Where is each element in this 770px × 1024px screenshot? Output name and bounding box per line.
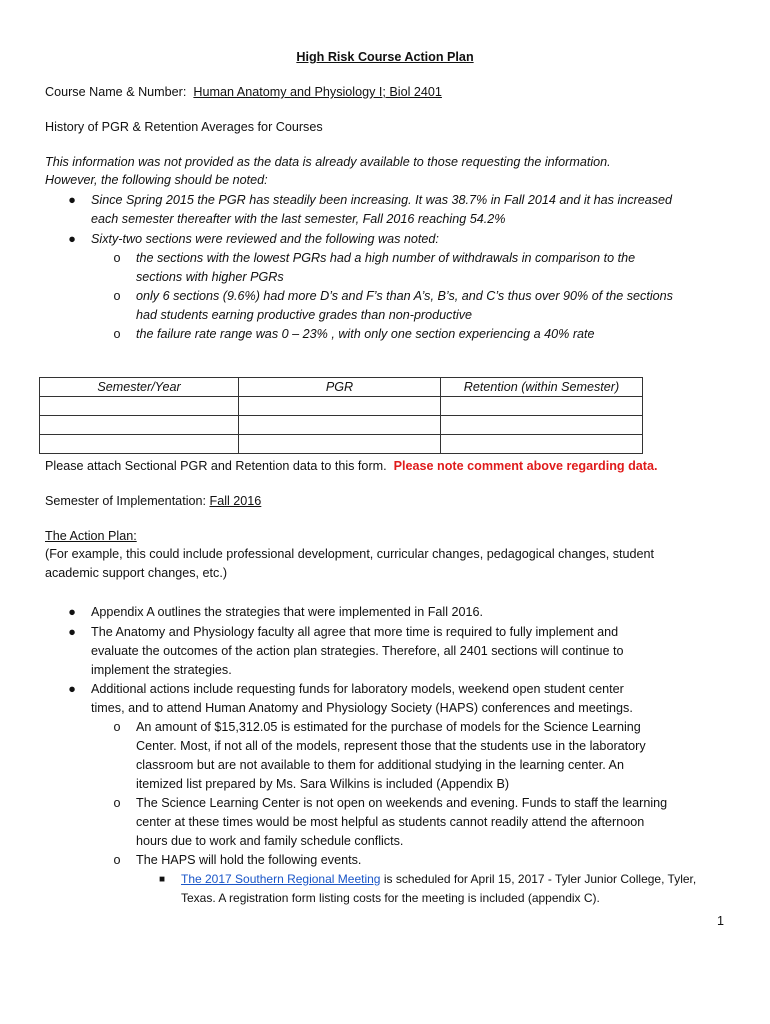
circle-bullet-icon: o bbox=[113, 289, 121, 303]
note-sub-2-line-1: only 6 sections (9.6%) had more D’s and F’s than A’s, B’s, and C’s thus over 90% of the sections bbox=[136, 289, 673, 303]
action-sub-3-line-1: The HAPS will hold the following events. bbox=[136, 853, 362, 867]
action-plan-example-line-1: (For example, this could include professional development, curricular changes, pedagogical changes, student bbox=[45, 547, 655, 561]
action-bullet-3-line-2: times, and to attend Human Anatomy and Physiology Society (HAPS) conferences and meetings. bbox=[91, 701, 633, 715]
note-sub-1-line-1: the sections with the lowest PGRs had a high number of withdrawals in comparison to the bbox=[136, 251, 636, 265]
attach-highlight: Please note comment above regarding data. bbox=[393, 459, 658, 473]
table-header-row bbox=[40, 378, 643, 397]
circle-bullet-icon: o bbox=[113, 251, 121, 265]
bullet-icon: ● bbox=[68, 625, 76, 639]
course-label: Course Name & Number: bbox=[45, 85, 187, 99]
table-row bbox=[40, 397, 643, 416]
action-bullet-2-line-2: evaluate the outcomes of the action plan strategies. Therefore, all 2401 sections will continue to bbox=[91, 644, 624, 658]
implementation-label: Semester of Implementation: bbox=[45, 494, 206, 508]
action-bullet-2-line-1: The Anatomy and Physiology faculty all agree that more time is required to fully implement and bbox=[91, 625, 619, 639]
note-line-1: This information was not provided as the data is already available to those requesting the information. bbox=[45, 155, 611, 169]
table-cell bbox=[239, 397, 441, 416]
history-heading: History of PGR & Retention Averages for Courses bbox=[45, 120, 323, 134]
event-line-1 bbox=[181, 870, 696, 889]
column-header: Semester/Year bbox=[40, 378, 239, 397]
table-cell bbox=[239, 416, 441, 435]
implementation-line bbox=[45, 492, 261, 511]
action-sub-1-line-3: classroom but are not available to them for additional studying in the learning center. An bbox=[136, 758, 624, 772]
note-bullet-2-line-1: Sixty-two sections were reviewed and the following was noted: bbox=[91, 232, 439, 246]
action-sub-1-line-1: An amount of $15,312.05 is estimated for the purchase of models for the Science Learning bbox=[136, 720, 641, 734]
column-header: Retention (within Semester) bbox=[441, 378, 643, 397]
table-cell bbox=[239, 435, 441, 454]
square-bullet-icon: ■ bbox=[158, 874, 166, 885]
note-sub-3-line-1: the failure rate range was 0 – 23% , with only one section experiencing a 40% rate bbox=[136, 327, 595, 341]
bullet-icon: ● bbox=[68, 193, 76, 207]
table-cell bbox=[40, 397, 239, 416]
action-plan-example-line-2: academic support changes, etc.) bbox=[45, 566, 228, 580]
course-line bbox=[45, 83, 442, 102]
attach-text: Please attach Sectional PGR and Retention data to this form. bbox=[45, 459, 387, 473]
note-line-2: However, the following should be noted: bbox=[45, 173, 268, 187]
circle-bullet-icon: o bbox=[113, 796, 121, 810]
column-header: PGR bbox=[239, 378, 441, 397]
note-bullet-1-line-1: Since Spring 2015 the PGR has steadily been increasing. It was 38.7% in Fall 2014 and it has increased bbox=[91, 193, 673, 207]
note-bullet-1-line-2: each semester thereafter with the last semester, Fall 2016 reaching 54.2% bbox=[91, 212, 506, 226]
action-sub-2-line-3: hours due to work and family schedule conflicts. bbox=[136, 834, 404, 848]
course-value: Human Anatomy and Physiology I; Biol 2401 bbox=[193, 85, 442, 99]
event-line-1-text: is scheduled for April 15, 2017 - Tyler Junior College, Tyler, bbox=[380, 872, 697, 886]
action-sub-1-line-2: Center. Most, if not all of the models, represent those that the students use in the laboratory bbox=[136, 739, 646, 753]
table-cell bbox=[441, 416, 643, 435]
action-sub-2-line-2: center at these times would be most helpful as students cannot readily attend the afternoon bbox=[136, 815, 645, 829]
table-row bbox=[40, 416, 643, 435]
pgr-retention-table bbox=[39, 377, 643, 454]
attach-line bbox=[45, 457, 657, 476]
action-bullet-1-line-1: Appendix A outlines the strategies that were implemented in Fall 2016. bbox=[91, 605, 484, 619]
note-sub-1-line-2: sections with higher PGRs bbox=[136, 270, 284, 284]
table-cell bbox=[40, 416, 239, 435]
circle-bullet-icon: o bbox=[113, 853, 121, 867]
bullet-icon: ● bbox=[68, 605, 76, 619]
action-sub-2-line-1: The Science Learning Center is not open on weekends and evening. Funds to staff the learning bbox=[136, 796, 668, 810]
action-bullet-3-line-1: Additional actions include requesting funds for laboratory models, weekend open student center bbox=[91, 682, 624, 696]
southern-regional-meeting-link[interactable]: The 2017 Southern Regional Meeting bbox=[181, 872, 381, 886]
bullet-icon: ● bbox=[68, 232, 76, 246]
table-cell bbox=[441, 397, 643, 416]
circle-bullet-icon: o bbox=[113, 327, 121, 341]
event-line-2: Texas. A registration form listing costs for the meeting is included (appendix C). bbox=[181, 891, 600, 905]
action-bullet-2-line-3: implement the strategies. bbox=[91, 663, 232, 677]
action-sub-1-line-4: itemized list prepared by Ms. Sara Wilkins is included (Appendix B) bbox=[136, 777, 510, 791]
circle-bullet-icon: o bbox=[113, 720, 121, 734]
bullet-icon: ● bbox=[68, 682, 76, 696]
table-row bbox=[40, 435, 643, 454]
table-cell bbox=[441, 435, 643, 454]
page-number: 1 bbox=[717, 914, 725, 928]
note-sub-2-line-2: had students earning productive grades than non-productive bbox=[136, 308, 473, 322]
table-cell bbox=[40, 435, 239, 454]
implementation-value: Fall 2016 bbox=[209, 494, 262, 508]
action-plan-heading: The Action Plan: bbox=[45, 529, 137, 543]
page-title: High Risk Course Action Plan bbox=[296, 50, 474, 64]
